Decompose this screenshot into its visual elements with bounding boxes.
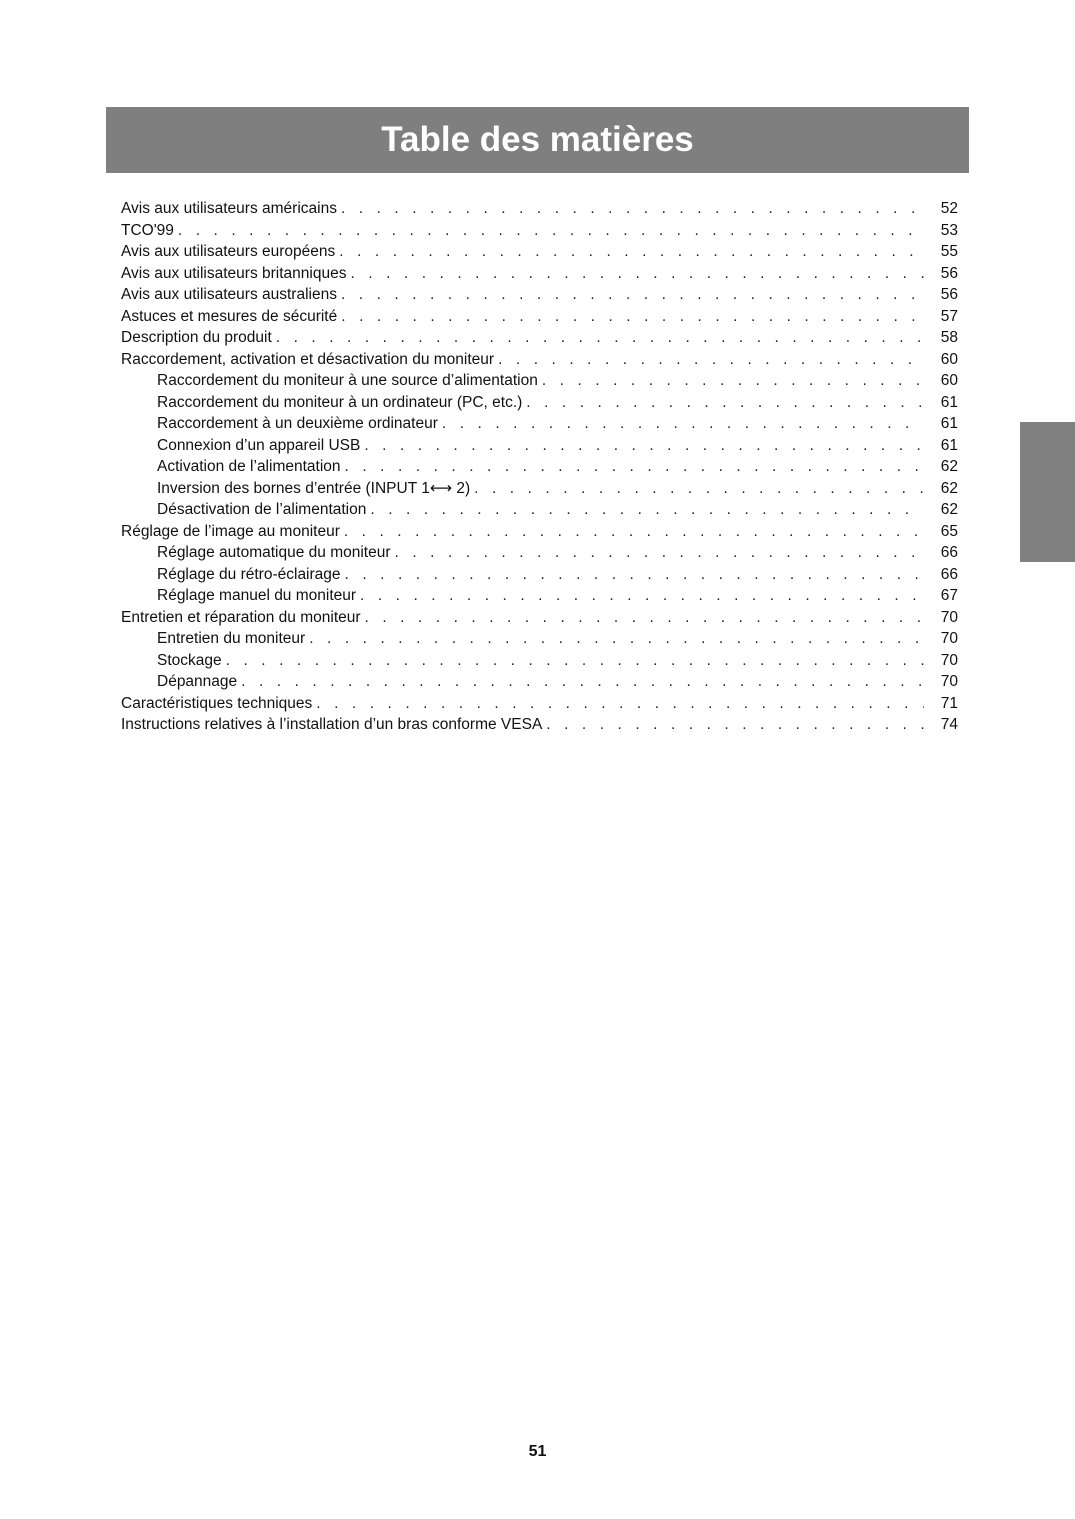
toc-dot-leader: [344, 521, 924, 543]
toc-entry[interactable]: [121, 220, 958, 242]
toc-entry-page: 70: [940, 651, 958, 669]
toc-entry-page: 66: [940, 565, 958, 583]
toc-entry[interactable]: [121, 499, 958, 521]
toc-entry-label: Dépannage: [157, 673, 238, 690]
toc-dot-leader: [276, 327, 924, 349]
toc-dot-leader: [364, 435, 924, 457]
table-of-contents: [121, 198, 958, 736]
toc-entry[interactable]: [121, 564, 958, 586]
toc-entry[interactable]: [121, 284, 958, 306]
toc-entry-label: Caractéristiques techniques: [121, 694, 313, 712]
toc-dot-leader: [339, 241, 924, 263]
toc-entry-page: 74: [940, 716, 958, 733]
toc-entry-page: 56: [940, 286, 958, 303]
toc-entry-label: Raccordement, activation et désactivation du moniteur: [121, 350, 495, 368]
toc-entry[interactable]: [121, 241, 958, 263]
toc-entry-label: Connexion d’un appareil USB: [157, 436, 361, 454]
toc-entry-page: 62: [940, 501, 958, 518]
toc-entry[interactable]: [121, 263, 958, 285]
toc-entry-label: Description du produit: [121, 329, 272, 346]
toc-dot-leader: [341, 306, 924, 328]
toc-entry[interactable]: [121, 327, 958, 349]
toc-entry[interactable]: [121, 478, 958, 500]
toc-entry-label: Astuces et mesures de sécurité: [121, 307, 338, 325]
toc-entry-label: Désactivation de l’alimentation: [157, 501, 367, 518]
toc-entry[interactable]: [121, 607, 958, 629]
toc-dot-leader: [360, 585, 924, 607]
toc-dot-leader: [309, 628, 924, 650]
toc-entry-label: Inversion des bornes d’entrée (INPUT 1⟷ 2): [157, 479, 471, 497]
toc-entry-page: 70: [940, 630, 958, 647]
toc-entry-label: Stockage: [157, 651, 222, 669]
toc-entry[interactable]: [121, 628, 958, 650]
toc-entry-page: 62: [940, 458, 958, 475]
toc-dot-leader: [316, 693, 924, 715]
toc-entry-label: Réglage du rétro-éclairage: [157, 565, 341, 583]
toc-entry-page: 58: [940, 329, 958, 346]
toc-entry-page: 53: [940, 221, 958, 239]
toc-dot-leader: [178, 220, 924, 242]
toc-entry-label: Réglage manuel du moniteur: [157, 587, 357, 604]
toc-entry-page: 52: [940, 200, 958, 217]
toc-entry-page: 57: [940, 307, 958, 325]
toc-entry-page: 61: [940, 436, 958, 454]
toc-entry[interactable]: [121, 693, 958, 715]
toc-entry-label: Réglage automatique du moniteur: [157, 544, 391, 561]
toc-entry-page: 70: [940, 673, 958, 690]
toc-dot-leader: [365, 607, 924, 629]
toc-entry[interactable]: [121, 456, 958, 478]
toc-dot-leader: [341, 198, 924, 220]
toc-entry-label: Entretien et réparation du moniteur: [121, 608, 361, 626]
toc-entry-page: 66: [940, 544, 958, 561]
toc-entry-page: 56: [940, 264, 958, 282]
toc-entry[interactable]: [121, 306, 958, 328]
toc-entry-page: 71: [940, 694, 958, 712]
toc-entry-label: TCO'99: [121, 221, 174, 239]
toc-dot-leader: [345, 564, 924, 586]
toc-dot-leader: [345, 456, 924, 478]
toc-dot-leader: [474, 478, 924, 500]
toc-entry-label: Avis aux utilisateurs australiens: [121, 286, 337, 303]
toc-entry[interactable]: [121, 370, 958, 392]
toc-dot-leader: [546, 714, 924, 736]
page-number: 51: [528, 1443, 547, 1460]
toc-entry[interactable]: [121, 349, 958, 371]
toc-dot-leader: [542, 370, 924, 392]
toc-entry-label: Avis aux utilisateurs britanniques: [121, 264, 347, 282]
toc-entry-label: Instructions relatives à l’installation d’un bras conforme VESA: [121, 716, 543, 733]
toc-dot-leader: [341, 284, 924, 306]
toc-entry-label: Raccordement du moniteur à un ordinateur (PC, etc.): [157, 393, 523, 411]
toc-entry-label: Avis aux utilisateurs américains: [121, 200, 337, 217]
toc-entry-page: 60: [940, 372, 958, 389]
toc-dot-leader: [395, 542, 924, 564]
toc-entry[interactable]: [121, 585, 958, 607]
toc-entry-label: Activation de l’alimentation: [157, 458, 341, 475]
toc-entry-page: 60: [940, 350, 958, 368]
toc-dot-leader: [526, 392, 924, 414]
toc-entry-page: 62: [940, 479, 958, 497]
toc-dot-leader: [350, 263, 924, 285]
toc-dot-leader: [442, 413, 924, 435]
toc-entry[interactable]: [121, 671, 958, 693]
toc-entry[interactable]: [121, 521, 958, 543]
toc-entry-label: Réglage de l’image au moniteur: [121, 522, 340, 540]
toc-entry-page: 55: [940, 243, 958, 260]
toc-entry-page: 61: [940, 393, 958, 411]
title-banner: [106, 107, 969, 173]
page-title: Table des matières: [381, 120, 694, 159]
toc-entry-label: Avis aux utilisateurs européens: [121, 243, 336, 260]
toc-entry-page: 70: [940, 608, 958, 626]
toc-entry[interactable]: [121, 198, 958, 220]
toc-dot-leader: [498, 349, 924, 371]
toc-entry[interactable]: [121, 714, 958, 736]
toc-entry[interactable]: [121, 542, 958, 564]
toc-entry[interactable]: [121, 392, 958, 414]
toc-entry[interactable]: [121, 413, 958, 435]
toc-dot-leader: [241, 671, 924, 693]
toc-dot-leader: [370, 499, 924, 521]
toc-entry-label: Entretien du moniteur: [157, 630, 306, 647]
toc-dot-leader: [226, 650, 924, 672]
toc-entry-page: 67: [940, 587, 958, 604]
section-tab-marker: [1020, 422, 1075, 562]
toc-entry[interactable]: [121, 650, 958, 672]
toc-entry-page: 61: [940, 415, 958, 432]
toc-entry-page: 65: [940, 522, 958, 540]
toc-entry-label: Raccordement à un deuxième ordinateur: [157, 415, 438, 432]
toc-entry[interactable]: [121, 435, 958, 457]
toc-entry-label: Raccordement du moniteur à une source d’alimentation: [157, 372, 538, 389]
